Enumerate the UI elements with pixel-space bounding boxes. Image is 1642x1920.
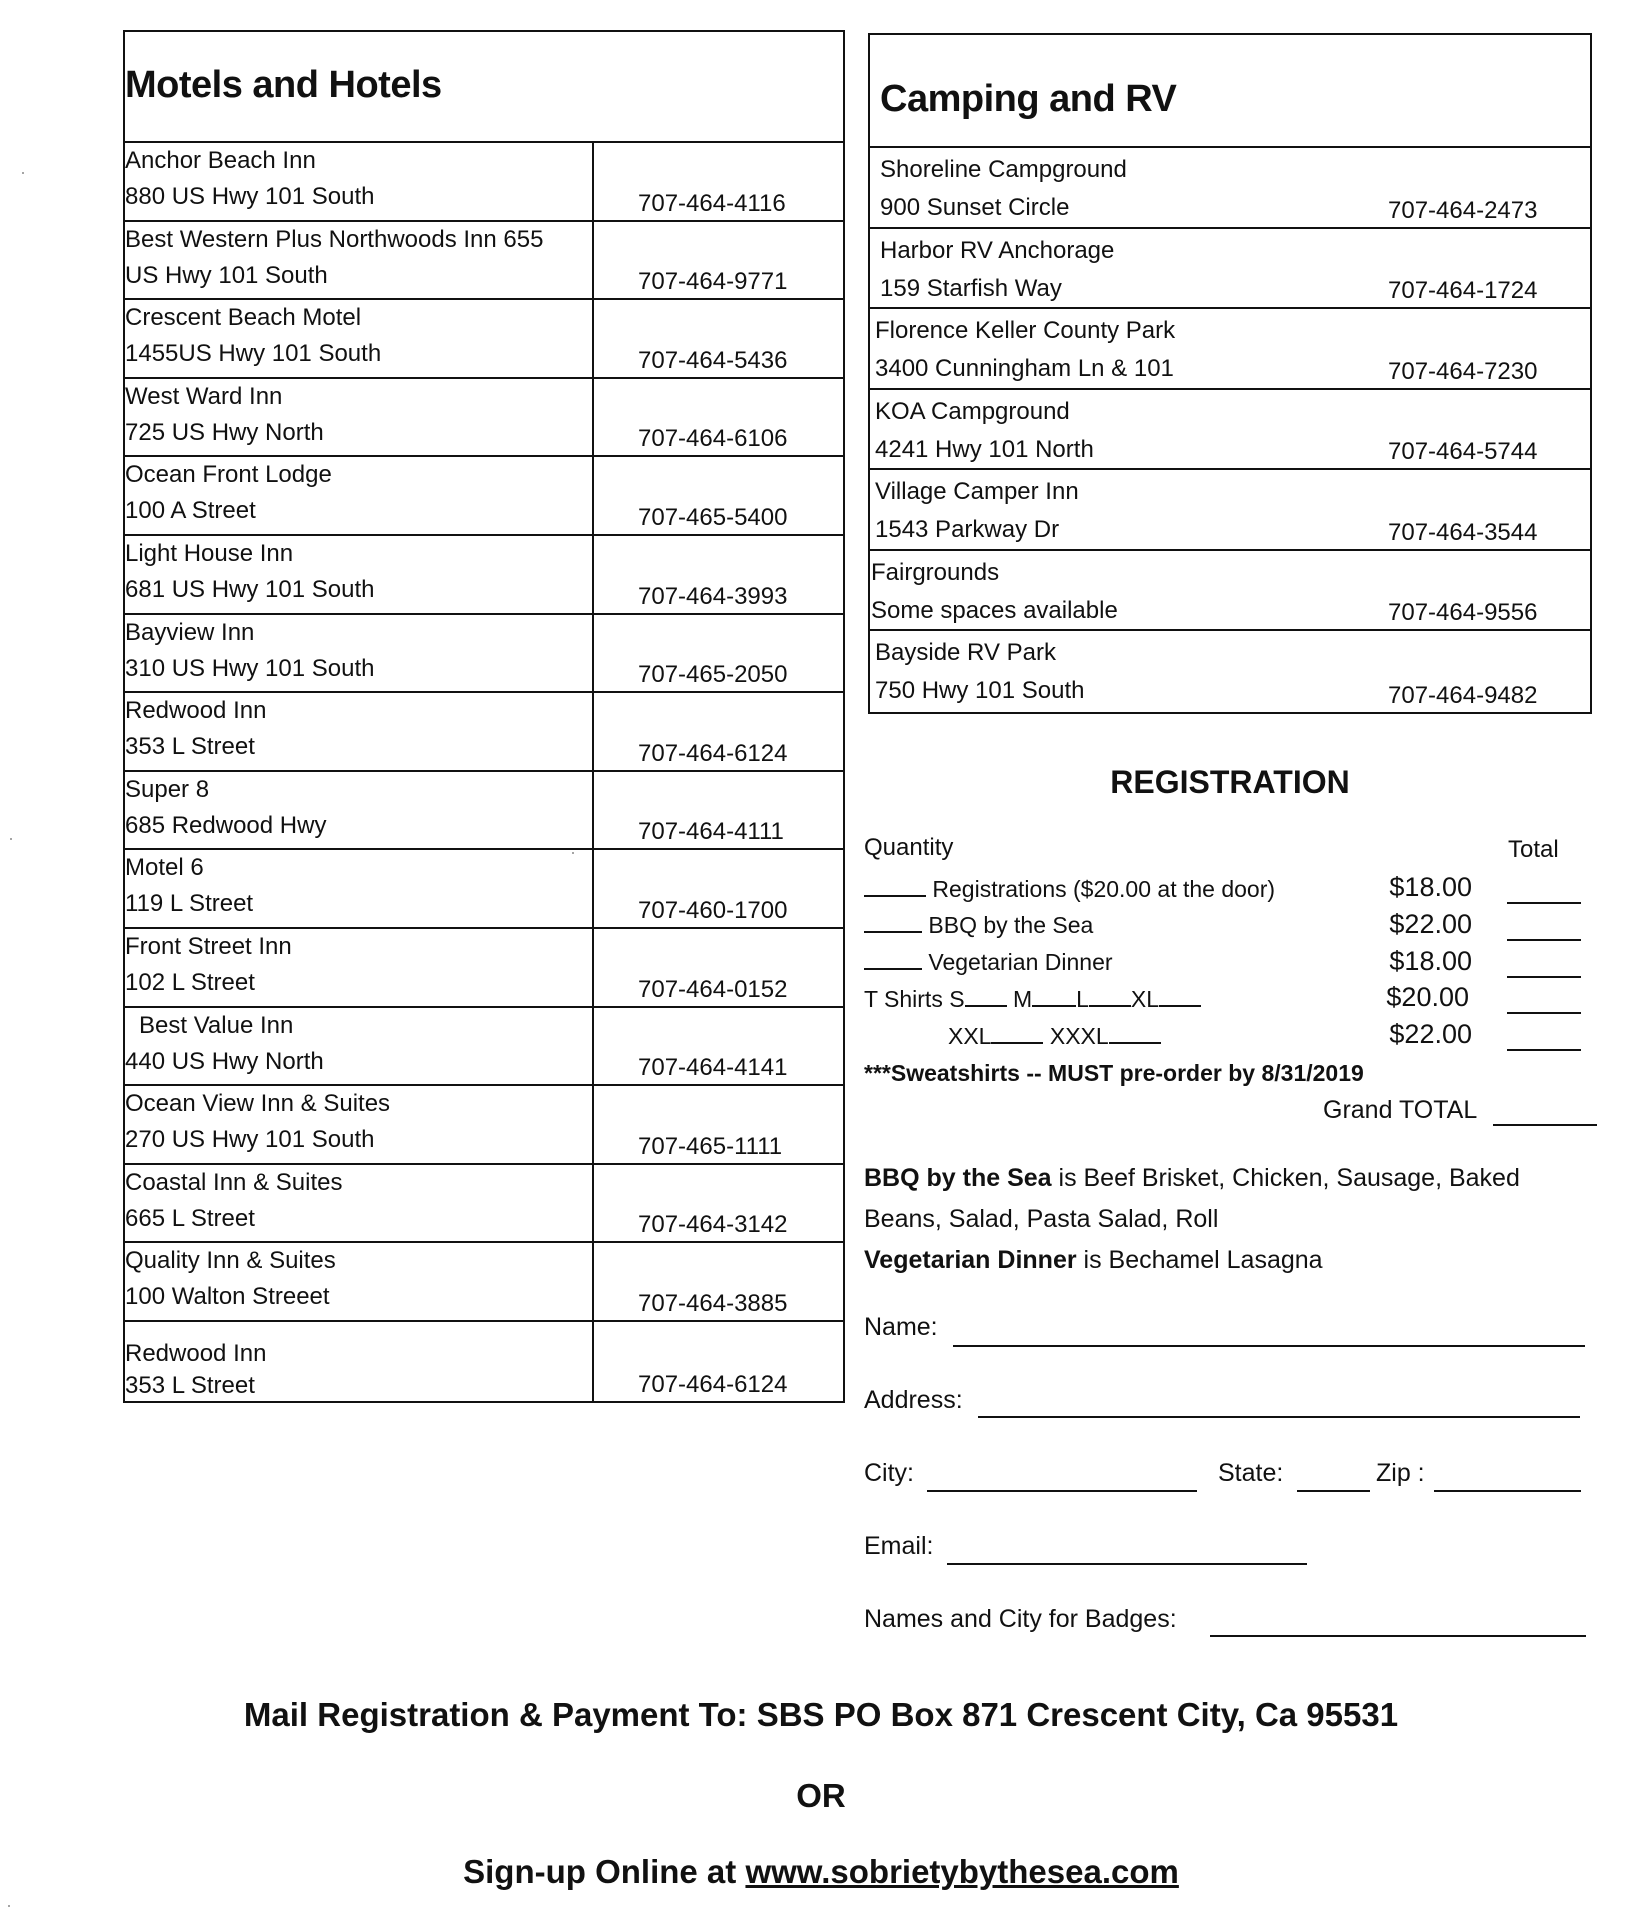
motel-row: [125, 1243, 843, 1322]
motel-name: Motel 6: [125, 854, 204, 882]
motel-name: Ocean Front Lodge: [125, 461, 332, 489]
camping-name: Shoreline Campground: [880, 156, 1127, 183]
camping-row: [870, 551, 1590, 632]
tshirts-xxl-price: $22.00: [1389, 1019, 1472, 1049]
motel-row: [125, 1086, 843, 1165]
registration-item-label: BBQ by the Sea: [928, 912, 1094, 938]
motel-address: 880 US Hwy 101 South: [125, 183, 375, 210]
camping-header: [870, 35, 1590, 148]
motel-address: 310 US Hwy 101 South: [125, 654, 375, 682]
motel-name: Best Value Inn: [139, 1011, 294, 1039]
size-xxl-field[interactable]: [991, 1024, 1043, 1044]
signup-line: [0, 1853, 1642, 1891]
camping-phone: 707-464-9556: [1388, 599, 1538, 626]
motel-name: Light House Inn: [125, 539, 294, 567]
motel-phone: 707-464-4116: [638, 189, 786, 217]
bbq-qty-field[interactable]: [864, 913, 922, 933]
camping-row: [870, 229, 1590, 310]
motel-address: 102 L Street: [125, 968, 255, 996]
motel-name: Coastal Inn & Suites: [125, 1168, 343, 1196]
bbq-total-field[interactable]: [1507, 939, 1581, 941]
state-label: State:: [1218, 1459, 1284, 1487]
motel-row: [125, 1322, 843, 1401]
camping-address: 3400 Cunningham Ln & 101: [875, 355, 1174, 382]
total-header: Total: [1508, 836, 1559, 863]
camping-rv-table: [868, 33, 1592, 714]
registration-item: [864, 912, 1093, 939]
camping-phone: 707-464-7230: [1388, 357, 1538, 385]
motel-address: 353 L Street: [125, 733, 255, 761]
tshirts-row: [864, 986, 1201, 1013]
badges-field[interactable]: [1210, 1635, 1586, 1637]
registration-item: [864, 876, 1275, 903]
registration-item-label: Registrations ($20.00 at the door): [932, 876, 1276, 902]
size-l-label: L: [1076, 986, 1089, 1012]
motel-name: Bayview Inn: [125, 618, 255, 646]
scan-speck: [572, 852, 574, 854]
or-separator: OR: [796, 1777, 846, 1814]
motel-address: 270 US Hwy 101 South: [125, 1126, 375, 1154]
camping-phone: 707-464-9482: [1388, 681, 1538, 709]
scan-speck: [22, 172, 24, 174]
motel-row: [125, 693, 843, 772]
motel-row: [125, 300, 843, 379]
sweatshirts-note: ***Sweatshirts -- MUST pre-order by 8/31/2019: [864, 1060, 1364, 1086]
motel-address: 665 L Street: [125, 1204, 255, 1232]
motel-phone: 707-464-3993: [638, 582, 788, 610]
motel-phone: 707-465-2050: [638, 661, 788, 689]
size-s-field[interactable]: [965, 987, 1007, 1007]
motel-row: [125, 1165, 843, 1244]
motel-phone: 707-464-5436: [638, 346, 788, 374]
grand-total-field[interactable]: [1493, 1124, 1597, 1126]
motel-phone: 707-464-9771: [638, 268, 788, 296]
size-m-label: M: [1012, 986, 1033, 1012]
camping-row: [870, 390, 1590, 471]
camping-phone: 707-464-5744: [1388, 438, 1538, 465]
bbq-description: [864, 1164, 1520, 1193]
name-label: Name:: [864, 1313, 938, 1341]
camping-title: Camping and RV: [880, 78, 1177, 120]
motel-address: 100 A Street: [125, 497, 256, 525]
registration-item-price: $18.00: [1389, 872, 1472, 902]
camping-address: 1543 Parkway Dr: [875, 516, 1060, 543]
camping-address: Some spaces available: [871, 596, 1118, 624]
motel-row: [125, 850, 843, 929]
motel-row: [125, 143, 843, 222]
size-xl-field[interactable]: [1159, 987, 1201, 1007]
tshirts-xxl-total-field[interactable]: [1507, 1049, 1581, 1051]
motel-address: 725 US Hwy North: [125, 418, 324, 446]
camping-phone: 707-464-3544: [1388, 518, 1538, 546]
vegetarian-description: [864, 1246, 1323, 1275]
motel-name: Redwood Inn: [125, 1339, 267, 1367]
motel-phone: 707-464-0152: [638, 975, 788, 1003]
motel-name: Ocean View Inn & Suites: [125, 1090, 391, 1118]
motel-row: [125, 772, 843, 851]
motel-address: 119 L Street: [125, 890, 254, 918]
motel-phone: 707-464-6124: [638, 1370, 788, 1398]
motel-address: 440 US Hwy North: [125, 1047, 324, 1075]
motel-phone: 707-464-3885: [638, 1289, 788, 1317]
camping-name: Village Camper Inn: [875, 478, 1079, 505]
camping-address: 159 Starfish Way: [880, 274, 1062, 302]
motel-phone: 707-464-6124: [638, 739, 788, 767]
size-m-field[interactable]: [1032, 987, 1076, 1007]
motel-address: 681 US Hwy 101 South: [125, 575, 375, 603]
motel-name: West Ward Inn: [125, 382, 283, 410]
motel-phone: 707-465-1111: [638, 1132, 783, 1160]
registration-item-price: $18.00: [1389, 946, 1472, 976]
motel-name: Anchor Beach Inn: [125, 147, 316, 174]
motel-name: Front Street Inn: [125, 932, 292, 960]
motel-row: [125, 929, 843, 1008]
email-field[interactable]: [947, 1563, 1307, 1565]
motel-name: Best Western Plus Northwoods Inn 655: [125, 225, 544, 253]
website-link[interactable]: www.sobrietybythesea.com: [745, 1853, 1179, 1890]
motels-title: Motels and Hotels: [125, 64, 442, 106]
camping-phone: 707-464-1724: [1388, 277, 1538, 304]
motel-row: [125, 1008, 843, 1087]
registrations-total-field[interactable]: [1507, 902, 1581, 904]
zip-label: Zip :: [1376, 1459, 1425, 1487]
registration-item-label: Vegetarian Dinner: [928, 949, 1113, 975]
motel-row: [125, 222, 843, 301]
camping-row: [870, 631, 1590, 712]
tshirts-total-field[interactable]: [1507, 1012, 1581, 1014]
zip-field[interactable]: [1434, 1490, 1581, 1492]
motel-address: US Hwy 101 South: [125, 261, 328, 289]
name-field[interactable]: [953, 1345, 1585, 1347]
motel-phone: 707-464-3142: [638, 1211, 788, 1239]
motel-phone: 707-460-1700: [638, 896, 788, 924]
camping-row: [870, 148, 1590, 229]
camping-name: Harbor RV Anchorage: [880, 236, 1115, 264]
city-field[interactable]: [927, 1490, 1197, 1492]
bbq-description-2: Beans, Salad, Pasta Salad, Roll: [864, 1205, 1219, 1233]
tshirts-label: T Shirts: [864, 986, 943, 1012]
motel-phone: 707-465-5400: [638, 503, 788, 531]
motel-phone: 707-464-6106: [638, 425, 788, 453]
mail-instructions: Mail Registration & Payment To: SBS PO Box 871 Crescent City, Ca 95531: [243, 1696, 1399, 1733]
camping-name: Florence Keller County Park: [875, 317, 1176, 344]
camping-phone: 707-464-2473: [1388, 196, 1538, 224]
registration-item-price: $22.00: [1389, 909, 1472, 939]
motel-row: [125, 379, 843, 458]
motel-name: Crescent Beach Motel: [125, 304, 362, 332]
camping-address: 900 Sunset Circle: [880, 194, 1070, 221]
camping-name: Fairgrounds: [871, 558, 1000, 586]
motel-row: [125, 457, 843, 536]
size-xxl-label: XXL: [948, 1023, 992, 1049]
size-l-field[interactable]: [1089, 987, 1131, 1007]
vegetarian-total-field[interactable]: [1507, 976, 1581, 978]
motel-name: Quality Inn & Suites: [125, 1247, 336, 1275]
motel-row: [125, 536, 843, 615]
size-xl-label: XL: [1130, 986, 1160, 1012]
quantity-header: Quantity: [864, 834, 954, 861]
size-xxxl-label: XXXL: [1049, 1023, 1109, 1049]
vegetarian-bold: Vegetarian Dinner: [864, 1246, 1077, 1274]
grand-total-label: Grand TOTAL: [1323, 1096, 1478, 1124]
motel-name: Super 8: [125, 775, 210, 803]
camping-row: [870, 309, 1590, 390]
size-s-label: S: [949, 986, 965, 1012]
motel-address: 685 Redwood Hwy: [125, 811, 327, 839]
vegetarian-qty-field[interactable]: [864, 950, 922, 970]
state-field[interactable]: [1297, 1490, 1370, 1492]
city-label: City:: [864, 1459, 914, 1487]
registration-title: REGISTRATION: [1110, 764, 1350, 800]
motel-address: 1455US Hwy 101 South: [125, 340, 382, 368]
size-xxxl-field[interactable]: [1109, 1024, 1161, 1044]
motel-row: [125, 615, 843, 694]
motels-hotels-table: [123, 30, 845, 1403]
motels-header: [125, 32, 843, 143]
badges-label: Names and City for Badges:: [864, 1605, 1177, 1633]
tshirts-row-2: [948, 1023, 1161, 1050]
signup-prefix: Sign-up Online at: [463, 1853, 746, 1890]
motel-name: Redwood Inn: [125, 697, 267, 725]
address-field[interactable]: [978, 1416, 1580, 1418]
vegetarian-text: is Bechamel Lasagna: [1076, 1246, 1323, 1274]
motel-address: 353 L Street: [125, 1371, 255, 1399]
camping-name: Bayside RV Park: [875, 639, 1056, 666]
bbq-text: is Beef Brisket, Chicken, Sausage, Baked: [1051, 1164, 1520, 1192]
motel-address: 100 Walton Streeet: [125, 1283, 330, 1311]
motel-phone: 707-464-4141: [638, 1054, 788, 1082]
scan-speck: [8, 1905, 10, 1907]
registration-item: [864, 949, 1113, 976]
camping-address: 750 Hwy 101 South: [875, 677, 1085, 704]
tshirts-price: $20.00: [1386, 982, 1469, 1012]
camping-name: KOA Campground: [875, 397, 1070, 425]
motel-phone: 707-464-4111: [638, 818, 784, 846]
camping-address: 4241 Hwy 101 North: [875, 435, 1094, 463]
bbq-bold: BBQ by the Sea: [864, 1164, 1052, 1192]
camping-row: [870, 470, 1590, 551]
registrations-qty-field[interactable]: [864, 877, 926, 897]
email-label: Email:: [864, 1532, 934, 1560]
scan-speck: [10, 838, 12, 840]
address-label: Address:: [864, 1386, 963, 1414]
